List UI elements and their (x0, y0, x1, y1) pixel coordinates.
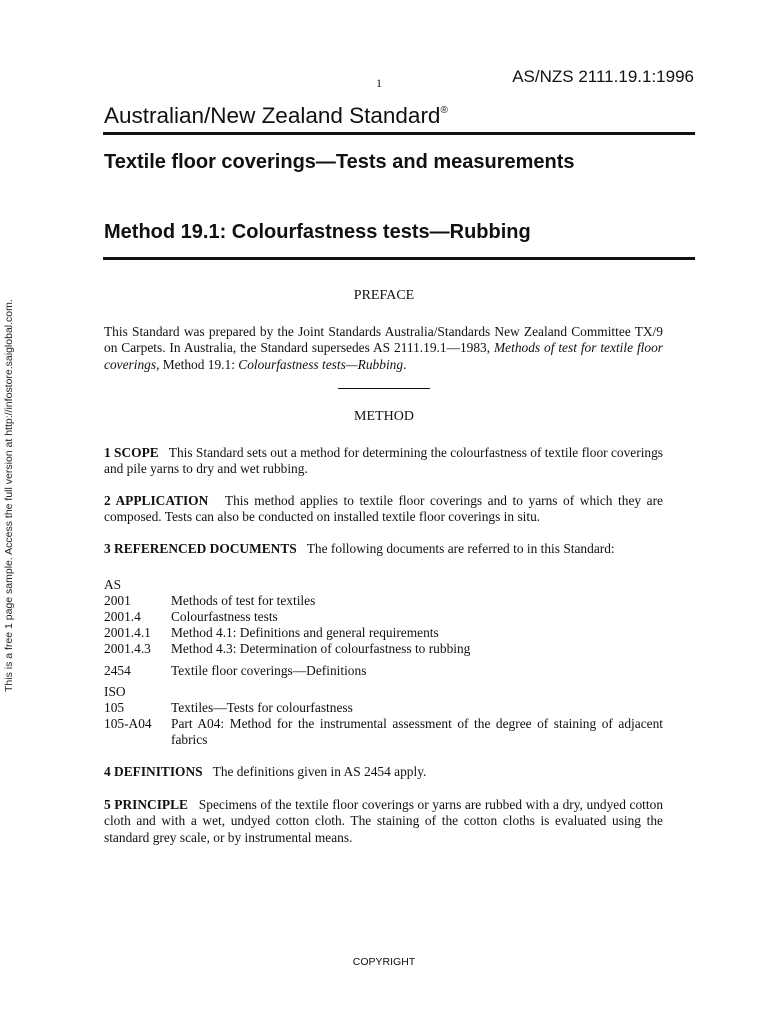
reference-code: 2001.4 (104, 609, 141, 624)
preface-text-a: This Standard was prepared by the Joint Standards Australia/Standards New Zealand Committee TX/9 on Carpets. In Australia, the Standard supersedes AS 2111.19.1—1983, (104, 324, 663, 356)
document-subtitle: Method 19.1: Colourfastness tests—Rubbing (104, 221, 531, 243)
scope-text: This Standard sets out a method for determining the colourfastness of textile floor coverings and pile yarns to dry and wet rubbing. (104, 445, 664, 477)
scope-label: 1 SCOPE (104, 445, 159, 460)
reference-title: Methods of test for textiles (171, 593, 316, 608)
standard-id: AS/NZS 2111.19.1:1996 (512, 67, 694, 86)
document-title: Textile floor coverings—Tests and measurements (104, 151, 575, 173)
reference-title: Part A04: Method for the instrumental assessment of the degree of staining of adjacent fabrics (171, 716, 663, 747)
referenced-text: The following documents are referred to in this Standard: (306, 541, 615, 556)
reference-code: 2454 (104, 663, 131, 678)
section-principle (104, 797, 663, 846)
preface-text (104, 324, 663, 373)
standard-title-text: Australian/New Zealand Standard (104, 103, 441, 128)
copyright-footer: COPYRIGHT (352, 956, 416, 968)
reference-code: 2001 (104, 593, 131, 608)
reference-title: Colourfastness tests (171, 609, 278, 624)
reference-code: 2001.4.1 (104, 625, 151, 640)
principle-label: 5 PRINCIPLE (104, 797, 188, 812)
iso-label: ISO (104, 684, 126, 699)
preface-italic-b: Colourfastness tests—Rubbing (238, 356, 404, 372)
registered-mark: ® (440, 105, 448, 116)
reference-code: 105-A04 (104, 716, 152, 731)
reference-title: Method 4.1: Definitions and general requirements (171, 625, 439, 640)
reference-title: Method 4.3: Determination of colourfastness to rubbing (171, 641, 471, 656)
reference-code: 2001.4.3 (104, 641, 151, 656)
standard-title (104, 103, 448, 129)
definitions-text: The definitions given in AS 2454 apply. (212, 764, 427, 779)
application-text: This method applies to textile floor coverings and to yarns of which they are composed. Tests can also be conducted on installed textile floor coverings in situ. (104, 493, 663, 525)
reference-title: Textiles—Tests for colourfastness (171, 700, 353, 715)
definitions-label: 4 DEFINITIONS (104, 764, 203, 779)
application-label: 2 APPLICATION (104, 493, 209, 508)
reference-title: Textile floor coverings—Definitions (171, 663, 367, 678)
header-rule (103, 132, 695, 135)
preface-italic-a: Methods of test for textile floor coverings (104, 340, 663, 372)
section-application (104, 493, 663, 526)
as-label: AS (104, 577, 122, 592)
page-number: 1 (376, 76, 382, 90)
section-referenced (104, 541, 663, 557)
preface-text-b: , Method 19.1: (156, 356, 239, 372)
preface-text-c: . (403, 356, 407, 372)
sample-access-note: This is a free 1 page sample. Access the full version at http://infostore.saiglobal.com. (3, 299, 15, 692)
principle-text: Specimens of the textile floor coverings or yarns are rubbed with a dry, undyed cotton cloth and with a wet, undyed cotton cloth. The staining of the cotton cloths is evaluated using the standard grey scale, or by instrumental means. (104, 797, 664, 845)
reference-code: 105 (104, 700, 125, 715)
preface-heading: PREFACE (353, 288, 415, 303)
section-definitions (104, 764, 663, 780)
referenced-label: 3 REFERENCED DOCUMENTS (104, 541, 297, 556)
section-divider (338, 388, 430, 389)
section-scope (104, 445, 663, 478)
title-rule (103, 257, 695, 260)
method-heading: METHOD (354, 409, 414, 424)
